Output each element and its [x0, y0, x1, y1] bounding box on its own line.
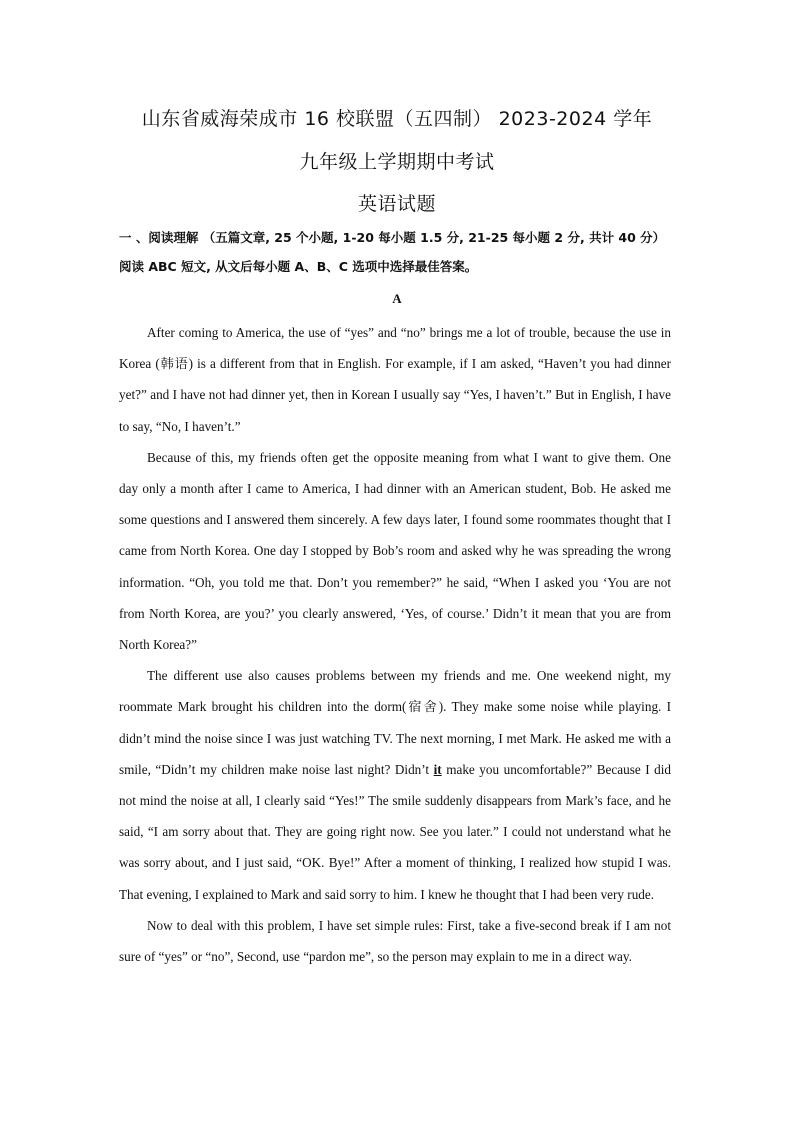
- exam-title-line2: 九年级上学期期中考试: [299, 151, 495, 173]
- passage-paragraph-1: After coming to America, the use of “yes” and “no” brings me a lot of trouble, because the use in Korea (韩语) is a different from that in English. For example, if I am asked, “Haven’t you had dinner yet?” and I have not had dinner yet, then in Korean I usually say “Yes, I haven’t.” But in English, I have to say, “No, I haven’t.”: [119, 325, 671, 434]
- passage-paragraph-2: Because of this, my friends often get the opposite meaning from what I want to give them. One day only a month after I came to America, I had dinner with an American student, Bob. He asked me some questions and I answered them sincerely. A few days later, I found some roommates thought that I came from North Korea. One day I stopped by Bob’s room and asked why he was spreading the wrong information. “Oh, you told me that. Don’t you remember?” he said, “When I asked you ‘You are not from North Korea, are you?’ you clearly answered, ‘Yes, of course.’ Didn’t it mean that you are from North Korea?”: [119, 449, 671, 653]
- exam-subject-title: 英语试题: [357, 193, 436, 215]
- paragraph-3-text-after: make you uncomfortable?” Because I did not mind the noise at all, I clearly said “Yes!” The smile suddenly disappears from Mark’s face, and he said, “I am sorry about that. They are going right now. See you later.” I could not understand what he was sorry about, and I just said, “OK. Bye!” After a moment of thinking, I realized how stupid I was. That evening, I explained to Mark and said sorry to him. I knew he thought that I had been very rude.: [119, 761, 671, 902]
- exam-title-line1: 山东省威海荣成市 16 校联盟（五四制） 2023-2024 学年: [141, 108, 653, 130]
- paragraph-3-text-before: The different use also causes problems between my friends and me. One weekend night, my roommate Mark brought his children into the dorm(宿舍). They make some noise while playing. I didn’t mind the noise since I was just watching TV. The next morning, I met Mark. He asked me with a smile, “Didn’t my children make noise last night? Didn’t: [119, 668, 671, 777]
- section-heading: 一 、阅读理解 （五篇文章, 25 个小题, 1-20 每小题 1.5 分, 21-25 每小题 2 分, 共计 40 分）: [119, 230, 666, 245]
- reading-passage: [119, 317, 671, 972]
- passage-paragraph-3: [119, 660, 671, 910]
- section-instruction: 阅读 ABC 短文, 从文后每小题 A、B、C 选项中选择最佳答案。: [119, 259, 478, 274]
- passage-label: A: [392, 291, 402, 306]
- passage-paragraph-4: Now to deal with this problem, I have set simple rules: First, take a five-second break if I am not sure of “yes” or “no”, Second, use “pardon me”, so the person may explain to me in a direct way.: [119, 917, 671, 965]
- underlined-word: it: [433, 761, 442, 777]
